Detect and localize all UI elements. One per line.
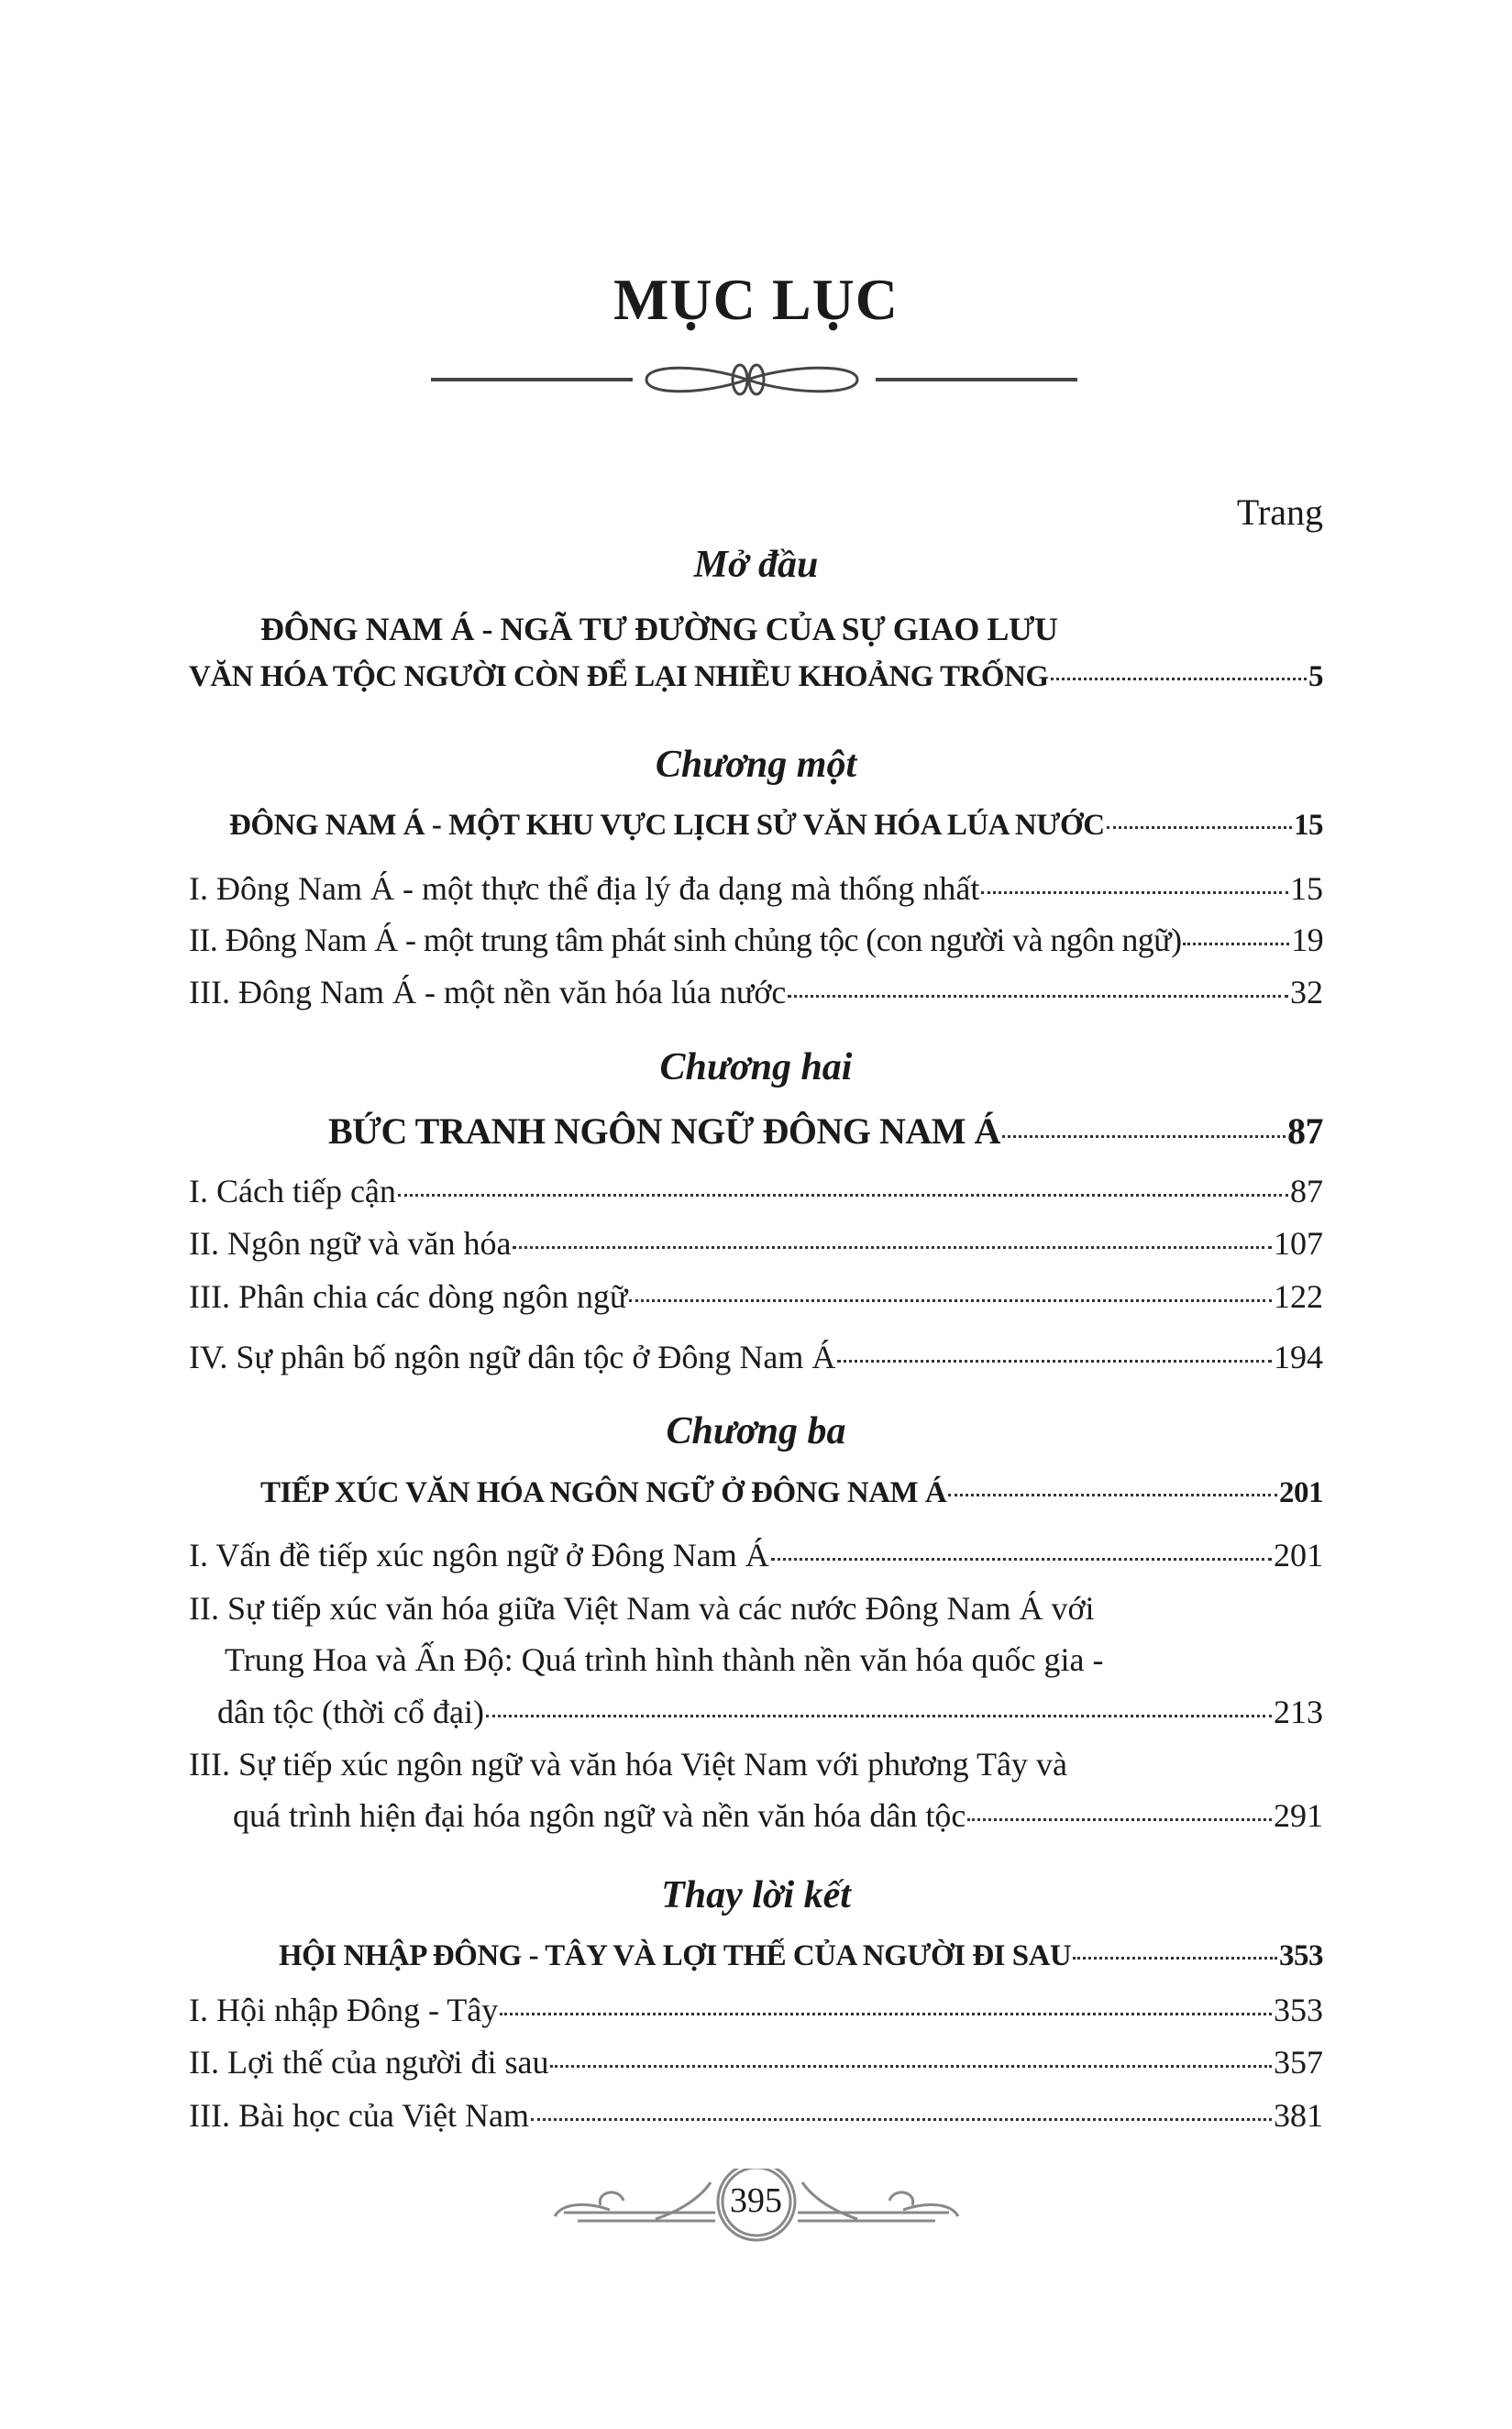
dot-leader <box>629 1299 1272 1302</box>
toc-entry[interactable] <box>189 973 1323 1011</box>
page-title: MỤC LỤC <box>613 267 899 332</box>
toc-entry-text: III. Đông Nam Á - một nền văn hóa lúa nước <box>189 974 787 1010</box>
section-title-line: ĐÔNG NAM Á - NGÃ TƯ ĐƯỜNG CỦA SỰ GIAO LƯU <box>260 611 1058 647</box>
toc-entry[interactable] <box>189 2096 1323 2135</box>
dot-leader <box>531 2118 1272 2121</box>
toc-entry-text: II. Lợi thế của người đi sau <box>189 2044 549 2081</box>
toc-entry-page: 122 <box>1274 1278 1323 1315</box>
toc-entry-text: dân tộc (thời cổ đại) <box>217 1694 484 1730</box>
dot-leader <box>967 1818 1272 1821</box>
toc-entry-text: ĐÔNG NAM Á - MỘT KHU VỰC LỊCH SỬ VĂN HÓA LÚA NƯỚC <box>229 809 1105 842</box>
section-heading: Mở đầu <box>693 544 819 586</box>
toc-entry-text-line: Trung Hoa và Ấn Độ: Quá trình hình thành nền văn hóa quốc gia - <box>225 1641 1104 1678</box>
toc-entry-page: 87 <box>1287 1110 1323 1152</box>
toc-entry-text-line: II. Sự tiếp xúc văn hóa giữa Việt Nam và các nước Đông Nam Á với <box>189 1590 1095 1627</box>
dot-leader <box>948 1494 1277 1496</box>
toc-entry-page: 87 <box>1290 1173 1323 1209</box>
toc-entry-text: II. Đông Nam Á - một trung tâm phát sinh chủng tộc (con người và ngôn ngữ) <box>189 922 1182 958</box>
toc-entry-text: IV. Sự phân bố ngôn ngữ dân tộc ở Đông Nam Á <box>189 1339 836 1375</box>
toc-entry[interactable] <box>189 1536 1323 1574</box>
dot-leader <box>486 1715 1272 1717</box>
toc-entry-text: VĂN HÓA TỘC NGƯỜI CÒN ĐỂ LẠI NHIỀU KHOẢNG TRỐNG <box>189 660 1049 693</box>
section-heading: Chương hai <box>659 1046 853 1088</box>
toc-entry[interactable] <box>229 809 1323 843</box>
toc-entry[interactable] <box>328 1110 1323 1153</box>
toc-entry-text: I. Cách tiếp cận <box>189 1173 396 1209</box>
toc-entry-text: I. Hội nhập Đông - Tây <box>189 1992 499 2028</box>
toc-entry-page: 201 <box>1274 1537 1323 1573</box>
toc-entry-text-line: III. Sự tiếp xúc ngôn ngữ và văn hóa Việt Nam với phương Tây và <box>189 1746 1067 1783</box>
toc-entry[interactable] <box>189 1277 1323 1316</box>
toc-entry-page: 19 <box>1291 922 1323 958</box>
dot-leader <box>398 1194 1288 1197</box>
toc-entry[interactable] <box>189 1991 1323 2029</box>
toc-entry[interactable] <box>233 1796 1323 1835</box>
dot-leader <box>771 1558 1272 1561</box>
toc-entry[interactable] <box>189 869 1323 908</box>
toc-entry[interactable] <box>189 2043 1323 2081</box>
dot-leader <box>837 1360 1272 1363</box>
dot-leader <box>1183 943 1289 945</box>
section-heading: Chương một <box>655 744 857 786</box>
toc-entry-text: III. Bài học của Việt Nam <box>189 2097 530 2134</box>
toc-entry-text: BỨC TRANH NGÔN NGỮ ĐÔNG NAM Á <box>328 1110 1000 1152</box>
section-heading: Chương ba <box>666 1410 846 1452</box>
toc-entry-text: I. Đông Nam Á - một thực thể địa lý đa dạng mà thống nhất <box>189 870 980 907</box>
toc-entry-page: 15 <box>1290 870 1323 907</box>
dot-leader <box>1051 678 1307 680</box>
toc-entry-page: 381 <box>1274 2097 1323 2134</box>
toc-entry[interactable] <box>217 1693 1323 1731</box>
toc-entry-text: I. Vấn đề tiếp xúc ngôn ngữ ở Đông Nam Á <box>189 1537 769 1573</box>
dot-leader <box>981 891 1288 894</box>
dot-leader <box>1107 826 1292 829</box>
dot-leader <box>500 2013 1272 2015</box>
toc-entry[interactable] <box>189 660 1323 694</box>
toc-entry[interactable] <box>260 1476 1323 1510</box>
toc-entry-text: HỘI NHẬP ĐÔNG - TÂY VÀ LỢI THẾ CỦA NGƯỜI ĐI SAU <box>279 1939 1072 1972</box>
toc-entry[interactable] <box>279 1939 1323 1973</box>
toc-entry[interactable] <box>189 1172 1323 1210</box>
dot-leader <box>788 995 1288 998</box>
toc-entry[interactable] <box>189 1338 1323 1376</box>
toc-entry-page: 357 <box>1274 2044 1323 2081</box>
toc-entry-text: TIẾP XÚC VĂN HÓA NGÔN NGỮ Ở ĐÔNG NAM Á <box>260 1476 947 1509</box>
toc-entry-page: 353 <box>1279 1939 1323 1972</box>
toc-entry-page: 353 <box>1274 1992 1323 2028</box>
toc-entry[interactable] <box>189 921 1323 959</box>
dot-leader <box>1073 1957 1277 1960</box>
section-heading: Thay lời kết <box>661 1874 851 1916</box>
title-ornament-divider <box>426 359 1082 401</box>
toc-entry-page: 291 <box>1274 1797 1323 1834</box>
toc-entry-page: 213 <box>1274 1694 1323 1730</box>
dot-leader <box>550 2065 1272 2068</box>
toc-entry-page: 32 <box>1290 974 1323 1010</box>
toc-entry-page: 5 <box>1308 660 1323 693</box>
toc-entry-text: III. Phân chia các dòng ngôn ngữ <box>189 1278 628 1315</box>
toc-entry-page: 107 <box>1274 1225 1323 1262</box>
toc-entry[interactable] <box>189 1224 1323 1263</box>
toc-entry-page: 15 <box>1294 809 1323 842</box>
toc-entry-text: quá trình hiện đại hóa ngôn ngữ và nền văn hóa dân tộc <box>233 1797 966 1834</box>
toc-entry-text: II. Ngôn ngữ và văn hóa <box>189 1225 512 1262</box>
page-column-label: Trang <box>1236 491 1323 533</box>
toc-entry-page: 194 <box>1274 1339 1323 1375</box>
dot-leader <box>513 1246 1272 1249</box>
toc-entry-page: 201 <box>1279 1476 1323 1509</box>
dot-leader <box>1002 1135 1286 1138</box>
page-number: 395 <box>730 2181 782 2220</box>
